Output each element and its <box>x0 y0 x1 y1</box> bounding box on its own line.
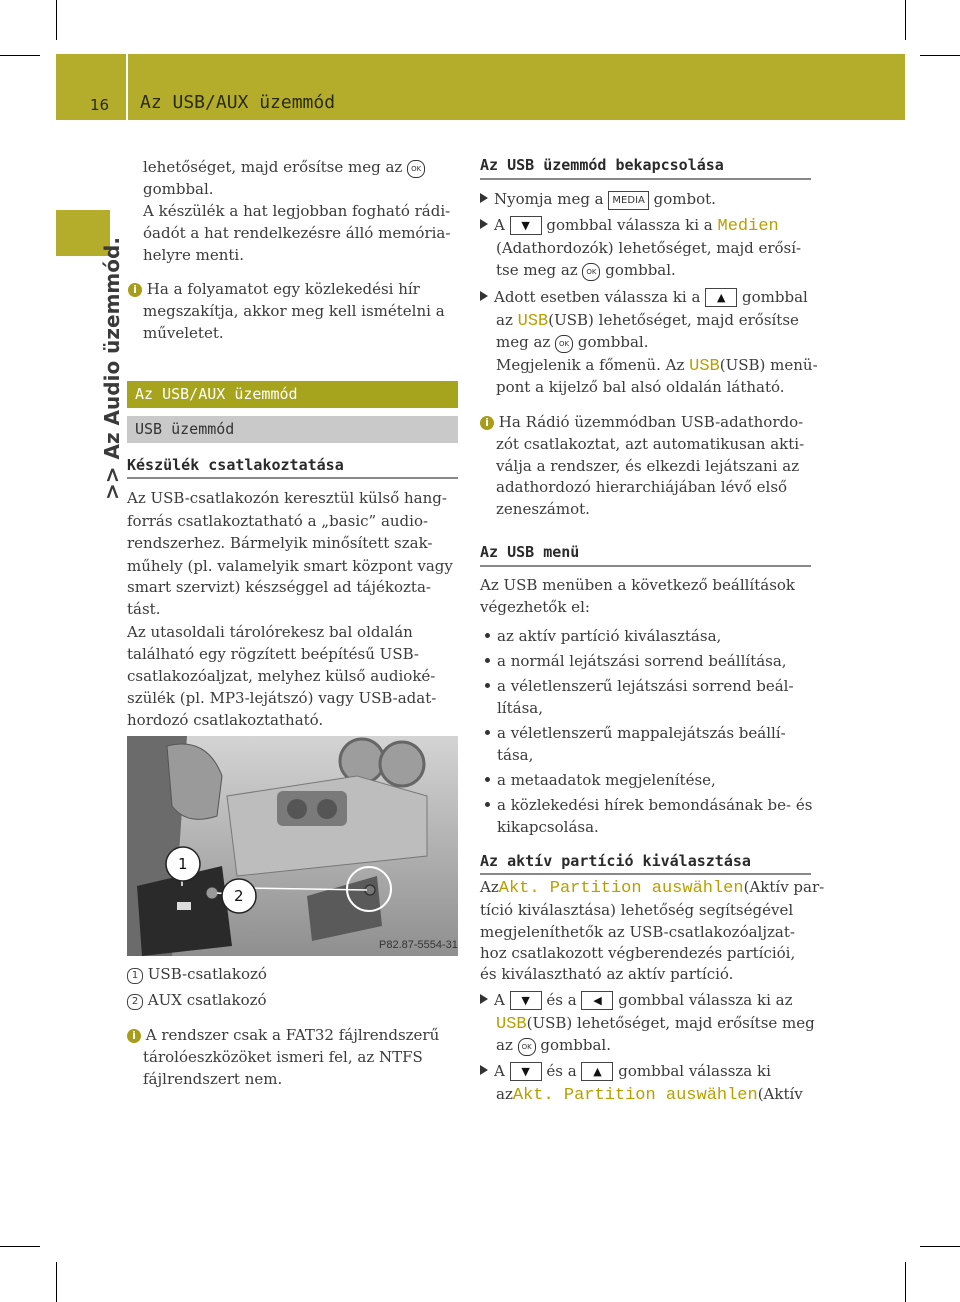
ok-button-icon: OK <box>518 1038 536 1056</box>
legend-item: 1 USB-csatlakozó <box>127 963 267 986</box>
text-line: megjeleníthetők az USB-csatlakozóaljzat- <box>480 923 795 941</box>
text-line: adathordozó hierarchiájában lévő első <box>496 478 788 496</box>
text-line: megszakítja, akkor meg kell ismételni a <box>143 302 445 320</box>
bullet-icon <box>485 802 490 807</box>
text-line: lítása, <box>497 699 543 717</box>
media-key-icon: MEDIA <box>608 191 648 210</box>
side-tab-text: >> Az Audio üzemmód. <box>100 237 124 500</box>
text-line: meg az OK gombbal. <box>496 333 649 351</box>
info-note: i Ha a folyamatot egy közlekedési hír <box>128 278 420 301</box>
info-icon: i <box>128 283 142 297</box>
text-line: található egy rögzített beépítésű USB- <box>127 645 419 663</box>
dashboard-photo <box>127 736 458 956</box>
text-line: végezhetők el: <box>480 598 590 616</box>
text-line: kikapcsolása. <box>497 818 599 836</box>
text-line: az USB(USB) lehetőséget, majd erősítse <box>496 311 799 331</box>
list-item: az aktív partíció kiválasztása, <box>485 625 721 648</box>
crop-mark <box>0 55 40 56</box>
crop-mark <box>920 1246 960 1247</box>
text-line: Az USB-csatlakozón keresztül külső hang- <box>127 489 447 507</box>
text-line: (Adathordozók) lehetőséget, majd erősí- <box>496 239 802 257</box>
text-line: tse meg az OK gombbal. <box>496 261 676 279</box>
ok-button-icon: OK <box>555 335 573 353</box>
page-number: 16 <box>90 96 110 114</box>
step: Adott esetben válassza ki a ▲ gombbal <box>480 286 808 309</box>
section-heading: Az USB menü <box>480 543 580 561</box>
info-note: i A rendszer csak a FAT32 fájlrendszerű <box>127 1024 439 1047</box>
text-line: válja a rendszer, és elkezdi lejátszani az <box>496 457 800 475</box>
step: Nyomja meg a MEDIA gombot. <box>480 188 716 211</box>
section-heading: Az aktív partíció kiválasztása <box>480 852 751 870</box>
section-heading: Az USB üzemmód bekapcsolása <box>480 156 724 174</box>
step-arrow-icon <box>480 219 488 229</box>
text-line: lehetőséget, majd erősítse meg az OK <box>143 156 425 179</box>
text-line: és kiválasztható az aktív partíció. <box>480 965 734 983</box>
crop-mark <box>920 55 960 56</box>
list-item: a véletlenszerű mappalejátszás beállí- <box>485 722 786 745</box>
text-line: műveletet. <box>143 324 224 342</box>
legend-number-2: 2 <box>127 994 143 1010</box>
text-line: pont a kijelző bal alsó oldalán látható. <box>496 378 785 396</box>
text-line: fájlrendszert nem. <box>143 1070 283 1088</box>
legend-number-1: 1 <box>127 968 143 984</box>
bullet-icon <box>485 777 490 782</box>
text-line: tárolóeszközöket ismeri fel, az NTFS <box>143 1048 423 1066</box>
step-arrow-icon <box>480 994 488 1004</box>
up-key-icon: ▲ <box>705 288 737 307</box>
left-key-icon: ◀ <box>581 991 613 1010</box>
text-line: tíció kiválasztása) lehetőség segítségével <box>480 901 794 919</box>
legend-item: 2 AUX csatlakozó <box>127 989 267 1012</box>
list-item: a normál lejátszási sorrend beállítása, <box>485 650 787 673</box>
text-line: helyre menti. <box>143 246 244 264</box>
page-number-box <box>56 54 128 120</box>
step-arrow-icon <box>480 291 488 301</box>
text-line: A készülék a hat legjobban fogható rádi- <box>143 202 451 220</box>
text-line: tása, <box>497 746 534 764</box>
list-item: a véletlenszerű lejátszási sorrend beál- <box>485 675 794 698</box>
text-line: USB(USB) lehetőséget, majd erősítse meg <box>496 1014 815 1034</box>
text-line: azAkt. Partition auswählen(Aktív <box>496 1085 803 1105</box>
ok-button-icon: OK <box>407 160 425 178</box>
ok-button-icon: OK <box>582 263 600 281</box>
crop-mark <box>56 0 57 40</box>
crop-mark <box>0 1246 40 1247</box>
text-line: forrás csatlakoztatható a „basic” audio- <box>127 512 429 530</box>
bullet-icon <box>485 730 490 735</box>
bullet-icon <box>485 633 490 638</box>
text-line: az OK gombbal. <box>496 1036 611 1054</box>
list-item: a közlekedési hírek bemondásának be- és <box>485 794 812 817</box>
bullet-icon <box>485 658 490 663</box>
heading-rule <box>480 178 811 180</box>
info-icon: i <box>127 1029 141 1043</box>
text-line: óadót a hat rendelkezésre álló memória- <box>143 224 451 242</box>
step: A ▼ és a ◀ gombbal válassza ki az <box>480 989 793 1012</box>
section-heading: Készülék csatlakoztatása <box>127 456 344 474</box>
text-line: zeneszámot. <box>496 500 590 518</box>
crop-mark <box>905 0 906 40</box>
text-line: tást. <box>127 600 161 618</box>
info-note: i Ha Rádió üzemmódban USB-adathordo- <box>480 411 803 434</box>
text-line: csatlakozóaljzat, melyhez külső audioké- <box>127 667 436 685</box>
text-line: Megjelenik a főmenü. Az USB(USB) menü- <box>496 356 818 376</box>
heading-rule <box>480 565 811 567</box>
crop-mark <box>905 1262 906 1302</box>
text-line: smart szervizt) készséggel ad tájékozta- <box>127 578 431 596</box>
text-line: Az utasoldali tárolórekesz bal oldalán <box>127 623 413 641</box>
callout-1: 1 <box>178 855 188 873</box>
step: A ▼ és a ▲ gombbal válassza ki <box>480 1060 771 1083</box>
step: A ▼ gombbal válassza ki a Medien <box>480 214 779 239</box>
text-line: AzAkt. Partition auswählen(Aktív par- <box>480 878 825 898</box>
text-line: Az USB menüben a következő beállítások <box>480 576 796 594</box>
callout-2: 2 <box>234 887 244 905</box>
down-key-icon: ▼ <box>510 1062 542 1081</box>
image-code: P82.87-5554-31 <box>379 939 458 951</box>
text-line: hordozó csatlakoztatható. <box>127 711 324 729</box>
header-bar <box>56 54 905 120</box>
info-icon: i <box>480 416 494 430</box>
bullet-icon <box>485 683 490 688</box>
step-arrow-icon <box>480 193 488 203</box>
up-key-icon: ▲ <box>581 1062 613 1081</box>
header-title: Az USB/AUX üzemmód <box>140 92 336 113</box>
crop-mark <box>56 1262 57 1302</box>
text-line: gombbal. <box>143 180 214 198</box>
side-tab <box>70 237 124 508</box>
section-bar: Az USB/AUX üzemmód <box>127 381 458 408</box>
text-line: hoz csatlakozott végberendezés partíciói, <box>480 944 796 962</box>
text-line: műhely (pl. valamelyik smart központ vagy <box>127 557 453 575</box>
down-key-icon: ▼ <box>510 216 542 235</box>
text-line: zót csatlakoztat, azt automatikusan akti- <box>496 435 805 453</box>
text-line: szülék (pl. MP3-lejátszó) vagy USB-adat- <box>127 689 437 707</box>
text-line: rendszerhez. Bármelyik minősített szak- <box>127 534 433 552</box>
down-key-icon: ▼ <box>510 991 542 1010</box>
heading-rule <box>127 477 458 479</box>
heading-rule <box>480 873 811 875</box>
list-item: a metaadatok megjelenítése, <box>485 769 716 792</box>
step-arrow-icon <box>480 1065 488 1075</box>
subsection-bar: USB üzemmód <box>127 416 458 443</box>
